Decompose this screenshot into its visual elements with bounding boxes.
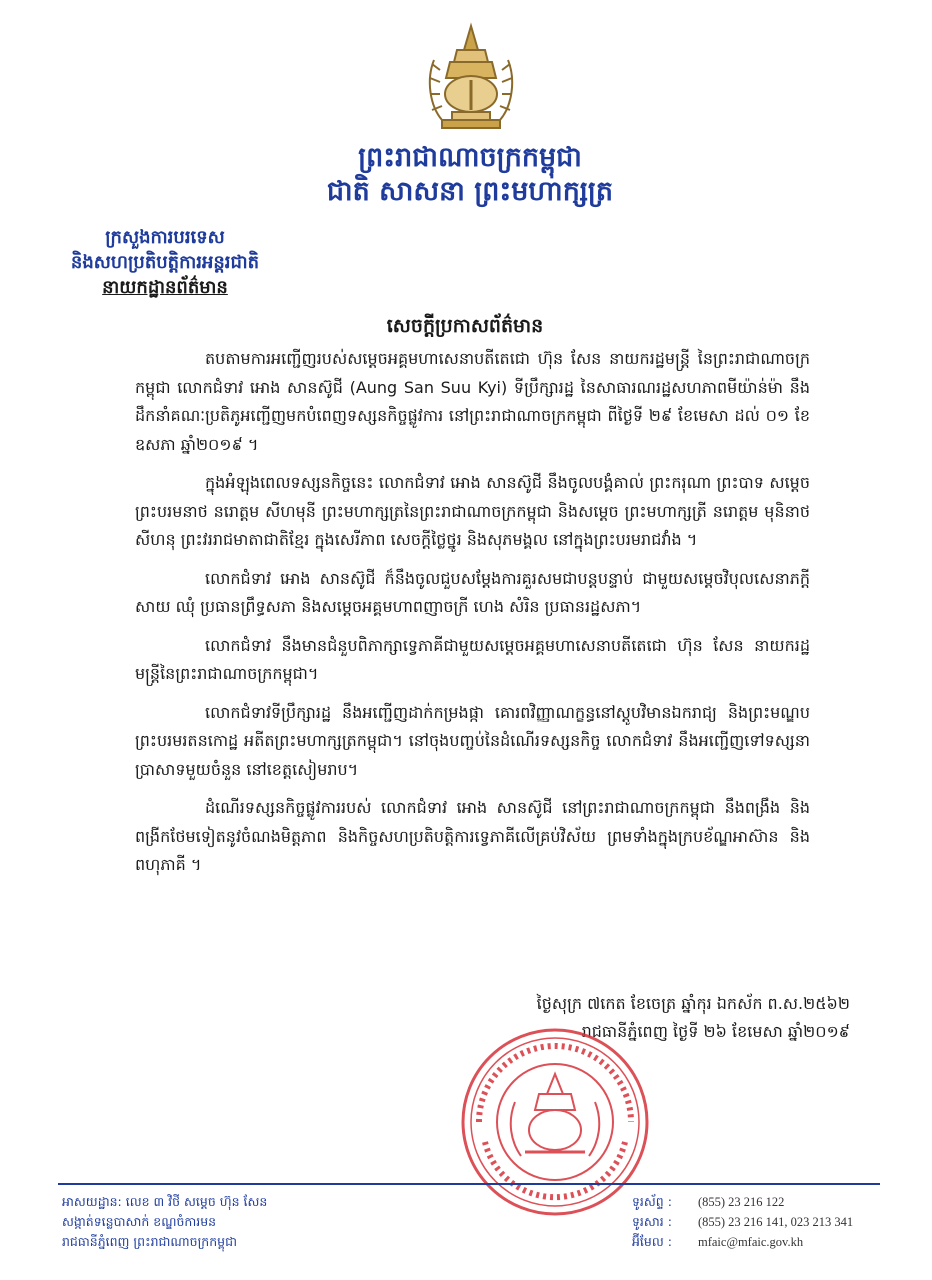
footer-address: [62, 1192, 402, 1252]
document-title: សេចក្តីប្រកាសព័ត៌មាន: [386, 315, 544, 337]
phone-value: (855) 23 216 122: [697, 1195, 785, 1209]
address-line-2: សង្កាត់ទន្លេបាសាក់ ខណ្ឌចំការមន: [62, 1214, 217, 1229]
kingdom-name: ព្រះរាជាណាចក្រកម្ពុជា: [358, 142, 582, 173]
email-label: អ៊ីមែល :: [632, 1234, 672, 1249]
ministry-name-line1: ក្រសួងការបរទេស: [105, 227, 225, 248]
official-seal-icon: [455, 1022, 655, 1222]
fax-label: ទូរសារ :: [632, 1214, 672, 1229]
paragraph-4: លោកជំទាវ នឹងមានជំនួបពិភាក្សាទ្វេភាគីជាមួយសម្តេចអគ្គមហាសេនាបតីតេជោ ហ៊ុន សែន នាយករដ្ឋមន្ត្រីនៃព្រះរាជាណាចក្រកម្ពុជា។: [135, 635, 810, 683]
national-motto: ជាតិ សាសនា ព្រះមហាក្សត្រ: [326, 176, 614, 207]
footer-divider: [58, 1183, 880, 1185]
department-name: នាយកដ្ឋានព័ត៌មាន: [102, 277, 228, 298]
fax-row: [632, 1212, 922, 1232]
document-body: [135, 345, 810, 890]
lunar-date: ថ្ងៃសុក្រ ៧កេត ខែចេត្រ ឆ្នាំកុរ ឯកស័ក ព.ស.២៥៦២: [536, 994, 850, 1013]
address-line-1: អាសយដ្ឋាន: លេខ ៣ វិថី សម្តេច ហ៊ុន សែន: [62, 1194, 268, 1209]
phone-row: [632, 1192, 922, 1212]
royal-emblem-icon: [412, 20, 530, 138]
email-link[interactable]: mfaic@mfaic.gov.kh: [697, 1235, 804, 1249]
paragraph-6: ដំណើរទស្សនកិច្ចផ្លូវការរបស់ លោកជំទាវ អោង សានស៊ូជី នៅព្រះរាជាណាចក្រកម្ពុជា នឹងពង្រឹង និងពង្រីកថែមទៀតនូវចំណងមិត្តភាព និងកិច្ចសហប្រតិបត្តិការទ្វេភាគីលើគ្រប់វិស័យ ព្រមទាំងក្នុងក្របខ័ណ្ឌអាស៊ាន និងពហុភាគី ។: [135, 798, 810, 874]
address-line-3: រាជធានីភ្នំពេញ ព្រះរាជាណាចក្រកម្ពុជា: [62, 1234, 237, 1249]
email-row: [632, 1232, 922, 1252]
paragraph-2: ក្នុងអំឡុងពេលទស្សនកិច្ចនេះ លោកជំទាវ អោង សានស៊ូជី នឹងចូលបង្គំគាល់ ព្រះករុណា ព្រះបាទ សម្តេចព្រះបរមនាថ នរោត្តម សីហមុនី ព្រះមហាក្សត្រនៃព្រះរាជាណាចក្រកម្ពុជា និងសម្តេច ព្រះមហាក្សត្រី នរោត្តម មុនិនាថ សីហនុ ព្រះវររាជមាតាជាតិខ្មែរ ក្នុងសេរីភាព សេចក្តីថ្លៃថ្នូរ និងសុភមង្គល នៅក្នុងព្រះបរមរាជវាំង ។: [135, 473, 810, 549]
footer-contact: [632, 1192, 922, 1252]
ministry-name-line2: និងសហប្រតិបត្តិការអន្តរជាតិ: [70, 252, 260, 273]
paragraph-1: តបតាមការអញ្ជើញរបស់សម្តេចអគ្គមហាសេនាបតីតេជោ ហ៊ុន សែន នាយករដ្ឋមន្ត្រី នៃព្រះរាជាណាចក្រកម្ពុជា លោកជំទាវ អោង សានស៊ូជី (Aung San Suu Kyi) ទីប្រឹក្សារដ្ឋ នៃសាធារណរដ្ឋសហភាពមីយ៉ាន់ម៉ា នឹងដឹកនាំគណៈប្រតិភូអញ្ជើញមកបំពេញទស្សនកិច្ចផ្លូវការ នៅព្រះរាជាណាចក្រកម្ពុជា ពីថ្ងៃទី ២៩ ខែមេសា ដល់ ០១ ខែឧសភា ឆ្នាំ២០១៩ ។: [135, 349, 810, 454]
paragraph-5: លោកជំទាវទីប្រឹក្សារដ្ឋ នឹងអញ្ជើញដាក់កម្រងផ្កា គោរពវិញ្ញាណក្ខន្ធនៅស្តូបវិមានឯករាជ្យ និងព្រះមណ្ឌបព្រះបរមរតនកោដ្ឋ អតីតព្រះមហាក្សត្រកម្ពុជា។ នៅចុងបញ្ចប់នៃដំណើរទស្សនកិច្ច លោកជំទាវ នឹងអញ្ជើញទៅទស្សនាប្រាសាទមួយចំនួន នៅខេត្តសៀមរាប។: [135, 702, 810, 779]
solar-date: រាជធានីភ្នំពេញ ថ្ងៃទី ២៦ ខែមេសា ឆ្នាំ២០១៩: [581, 1022, 850, 1041]
paragraph-3: លោកជំទាវ អោង សានស៊ូជី ក៏នឹងចូលជួបសម្តែងការគួរសមជាបន្តបន្ទាប់ ជាមួយសម្តេចវិបុលសេនាភក្តី សាយ ឈុំ ប្រធានព្រឹទ្ធសភា និងសម្តេចអគ្គមហាពញាចក្រី ហេង សំរិន ប្រធានរដ្ឋសភា។: [135, 568, 810, 616]
phone-label: ទូរស័ព្ទ :: [632, 1194, 672, 1209]
fax-value: (855) 23 216 141, 023 213 341: [697, 1215, 854, 1229]
